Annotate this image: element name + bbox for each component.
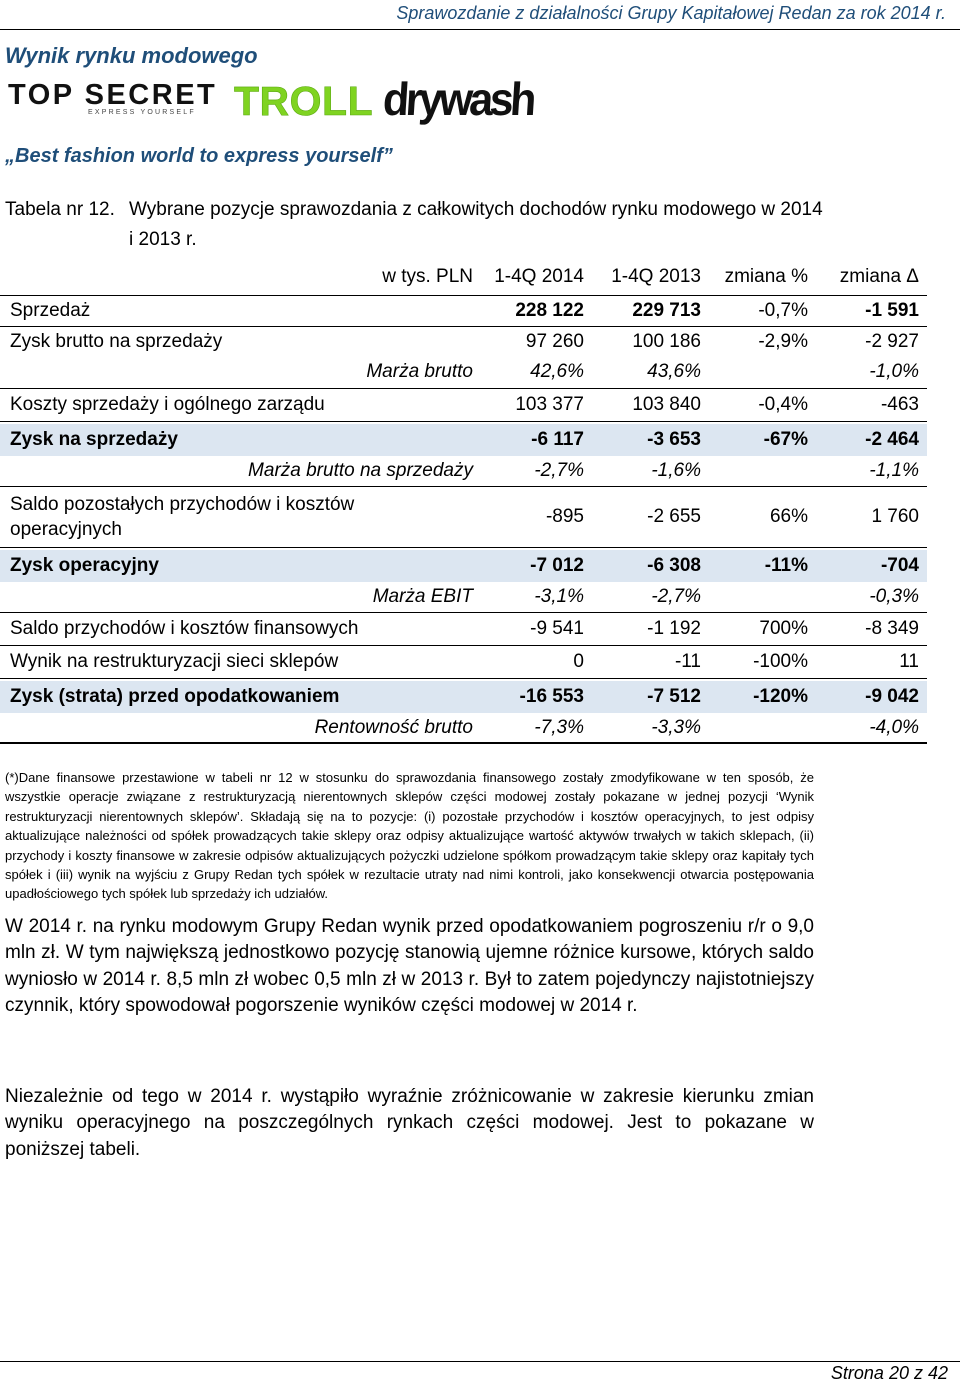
row-label: Marża brutto na sprzedaży [248,460,473,481]
cell: -67% [763,429,808,450]
cell: -100% [753,651,808,672]
cell: -9 541 [530,618,584,639]
cell: -2,7% [651,586,701,607]
table-row [0,646,927,679]
row-label: Koszty sprzedaży i ogólnego zarządu [10,394,325,415]
running-header: Sprawozdanie z działalności Grupy Kapitałowej Redan za rok 2014 r. [396,3,946,23]
cell: 97 260 [525,330,584,352]
table-row [0,356,927,389]
table-caption-label: Tabela nr 12. [5,199,115,220]
row-label: Marża EBIT [372,586,473,607]
table-units: w tys. PLN [382,266,473,287]
cell: -7 512 [647,686,701,707]
column-header: 1-4Q 2013 [611,266,701,287]
cell: -16 553 [519,686,584,707]
table-row [0,327,927,356]
top-secret-logo [8,78,226,122]
cell: -7,3% [534,716,584,738]
table-row [0,295,927,327]
table-row [0,613,927,646]
cell: 103 840 [632,394,701,415]
cell: -2 927 [865,330,919,352]
cell: -6 308 [647,555,701,576]
table-caption-text: Wybrane pozycje sprawozdania z całkowitych dochodów rynku modowego w 2014 i 2013 r. [129,199,823,250]
paragraph: W 2014 r. na rynku modowym Grupy Redan wynik przed opodatkowaniem pogroszeniu r/r o 9,0 mln zł. W tym największą jednostkowo pozycję stanowią ujemne różnice kursowe, których saldo wyniosło w 2014 r. 8,5 mln zł wobec 0,5 mln zł w 2013 r. Był to zatem pojedynczy najistotniejszy czynnik, który spowodował pogorszenie wyników części modowej w 2014 r. [5,916,814,1017]
slogan: „Best fashion world to express yourself” [5,145,393,167]
row-label: Zysk na sprzedaży [10,429,178,450]
troll-logo: TROLL [234,78,374,124]
row-label: Marża brutto [366,361,473,382]
cell: -2,7% [534,460,584,481]
cell: 1 760 [871,506,919,527]
row-label: Wynik na restrukturyzacji sieci sklepów [10,651,339,672]
cell: 100 186 [632,330,701,352]
row-label: Zysk operacyjny [10,555,159,576]
footer-divider [0,1361,960,1362]
cell: 103 377 [515,394,584,415]
cell: -2 655 [647,506,701,527]
row-label: Zysk brutto na sprzedaży [10,330,223,352]
cell: -7 012 [530,555,584,576]
row-label: Rentowność brutto [314,716,473,738]
column-header: zmiana % [724,266,808,287]
top-secret-tagline: EXPRESS YOURSELF [88,109,196,116]
cell: -120% [753,686,808,707]
cell: -2,9% [758,330,808,352]
table-row [0,424,927,456]
table-caption [5,195,823,250]
table-row [0,389,927,422]
page-number: Strona 20 z 42 [830,1363,948,1383]
financial-table [0,259,927,744]
column-header: zmiana Δ [839,266,919,287]
row-label: Saldo przychodów i kosztów finansowych [10,618,359,639]
cell: 228 122 [515,300,584,321]
cell: -895 [545,506,584,527]
cell: -0,4% [758,394,808,415]
table-row [0,456,927,487]
cell: -1 591 [865,300,919,321]
cell: -0,3% [869,586,919,607]
cell: 42,6% [530,361,584,382]
header-divider [0,29,960,30]
table-row [0,713,927,744]
table-row [0,681,927,713]
cell: -11% [764,555,808,576]
table-header-row [0,259,927,295]
top-secret-logo-text: TOP SECRET [8,79,218,111]
row-label: Zysk (strata) przed opodatkowaniem [10,686,340,707]
drywash-logo: drywash [381,74,535,126]
cell: -6 117 [531,429,584,450]
cell: -704 [880,555,919,576]
cell: 66% [769,506,808,527]
row-label: Sprzedaż [10,300,91,321]
cell: 229 713 [632,300,701,321]
table-footnote: (*)Dane finansowe przestawione w tabeli nr 12 w stosunku do sprawozdania finansowego zostały zmodyfikowane w ten sposób, że wszystkie operacje związane z restrukturyzacją nierentownych sklepów części modowej zostały pokazane w jednej pozycji ‘Wynik restrukturyzacji nierentownych sklepów’. Składają się na to pozycje: (i) pozostałe przychodów i kosztów operacyjnych, to jest odpisy aktualizujące należności od spółek prowadzących takie sklepy oraz odpisy aktualizujące wartość aktywów trwałych w takich sklepach, (ii) przychody i koszty finansowe w zakresie odpisów aktualizujących pożyczki udzielone spółkom prowadzącym takie sklepy oraz kapitały tych spółek i (iii) wynik na wyjściu z Grupy Redan tych spółek w rezultacie utraty nad nimi kontroli, jako konsekwencji otwarcia postępowania upadłościowego tych spółek lub sprzedaży ich udziałów. [5,770,814,902]
section-title: Wynik rynku modowego [5,43,258,68]
cell: -1,6% [651,460,701,481]
cell: -3,1% [534,586,584,607]
cell: 11 [899,651,919,672]
brand-logos [8,74,535,126]
cell: -4,0% [869,716,919,738]
cell: -1,0% [869,361,919,382]
column-header: 1-4Q 2014 [494,266,584,287]
table-row [0,550,927,582]
cell: -1,1% [869,460,919,481]
table-row [0,582,927,613]
table-row [0,487,927,548]
cell: -463 [880,394,919,415]
paragraph: Niezależnie od tego w 2014 r. wystąpiło wyraźnie zróżnicowanie w zakresie kierunku zmian wyniku operacyjnego na poszczególnych rynkach części modowej. Jest to pokazane w poniższej tabeli. [5,1086,814,1160]
cell: -9 042 [865,686,919,707]
cell: -8 349 [865,618,919,639]
cell: 43,6% [647,361,701,382]
cell: -3,3% [651,716,701,738]
cell: -0,7% [758,300,808,321]
cell: -2 464 [865,429,919,450]
cell: 700% [759,618,808,639]
cell: -1 192 [647,618,701,639]
cell: -3 653 [647,429,701,450]
row-label: Saldo pozostałych przychodów i kosztów operacyjnych [10,494,355,540]
cell: -11 [674,651,701,672]
cell: 0 [573,651,584,672]
